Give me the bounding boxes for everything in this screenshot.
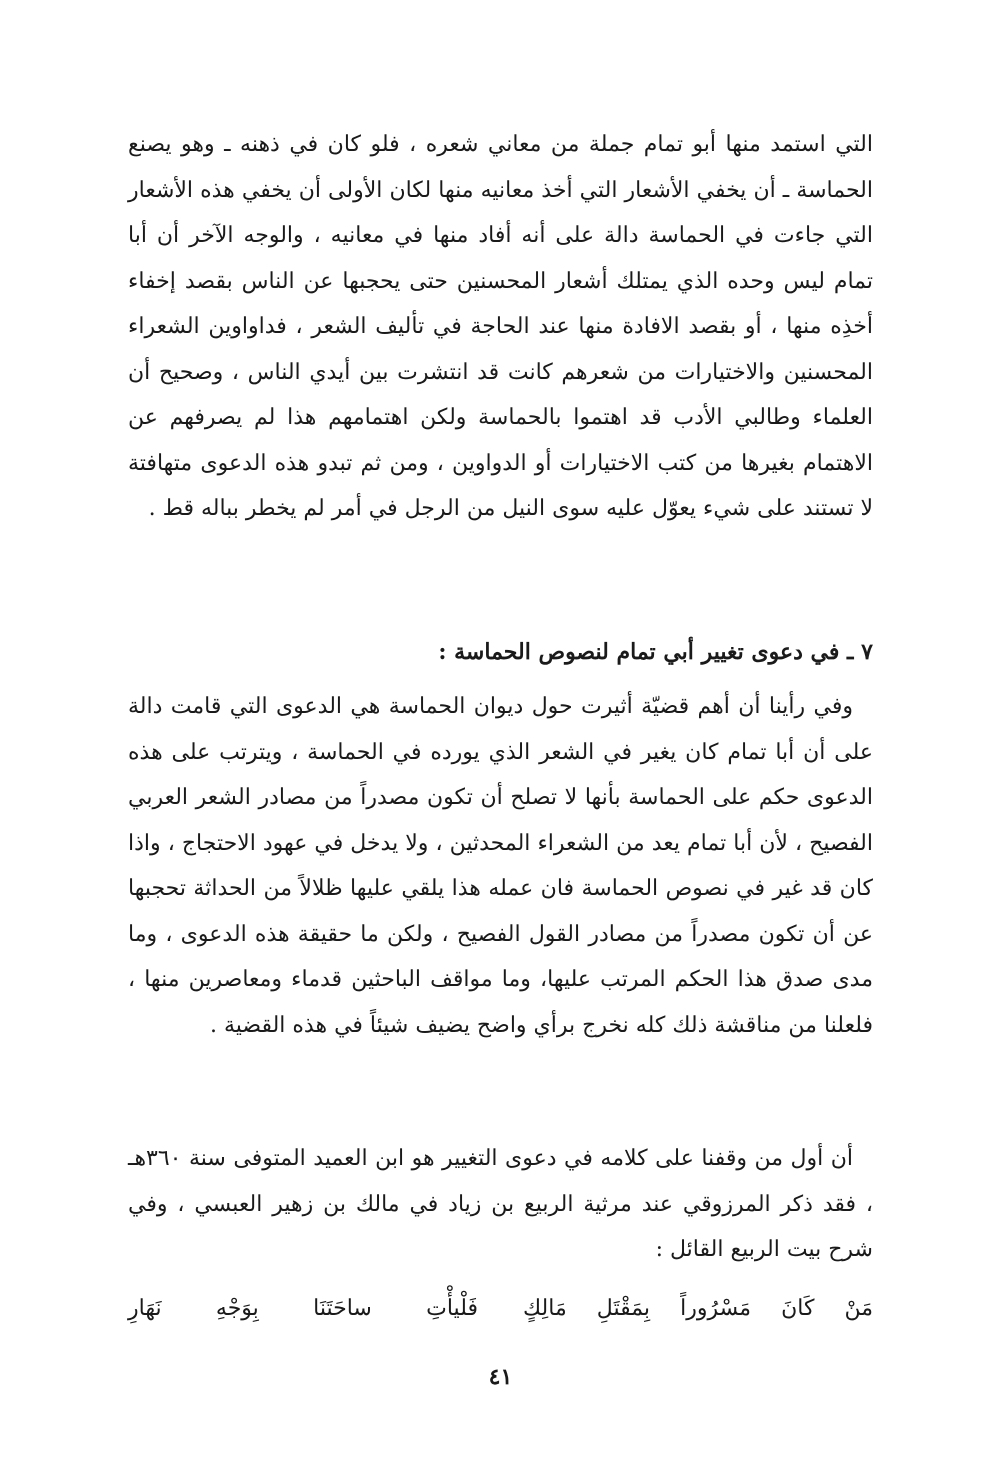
verse-word: بِوَجْهِ [215, 1296, 259, 1321]
verse-word: فَلْيأْتِ [426, 1296, 478, 1321]
verse-word: ساحَتَنَا [313, 1296, 372, 1321]
poetry-verse [128, 1286, 873, 1332]
verse-word: كَانَ [781, 1296, 815, 1321]
paragraph-3 [128, 1136, 873, 1273]
paragraph-2-text: وفي رأينا أن أهم قضيّة أثيرت حول ديوان الحماسة هي الدعوى التي قامت دالة على أن أبا تمام كان يغير في الشعر الذي يورده في الحماسة ، ويترتب على هذه الدعوى حكم على الحماسة بأنها لا تصلح أن تكون مصدراً من مصادر الشعر العربي الفصيح ، لأن أبا تمام يعد من الشعراء المحدثين ، ولا يدخل في عهود الاحتجاج ، واذا كان قد غير في نصوص الحماسة فان عمله هذا يلقي عليها ظلالاً من الحداثة تحجبها عن أن تكون مصدراً من مصادر القول الفصيح ، ولكن ما حقيقة هذه الدعوى ، وما مدى صدق هذا الحكم المرتب عليها، وما مواقف الباحثين قدماء ومعاصرين منها ، فلعلنا من مناقشة ذلك كله نخرج برأي واضح يضيف شيئاً في هذه القضية . [128, 694, 873, 1038]
paragraph-2 [128, 684, 873, 1048]
verse-first-hemistich [523, 1286, 873, 1332]
page-number: ٤١ [488, 1364, 513, 1390]
paragraph-1 [128, 122, 873, 532]
verse-word: نَهَارِ [128, 1296, 162, 1321]
verse-word: مَسْرُوراً [680, 1296, 752, 1321]
paragraph-1-text: التي استمد منها أبو تمام جملة من معاني شعره ، فلو كان في ذهنه ـ وهو يصنع الحماسة ـ أن يخفي الأشعار التي أخذ معانيه منها لكان الأولى أن يخفي هذه الأشعار التي جاءت في الحماسة دالة على أنه أفاد منها في معانيه ، والوجه الآخر أن أبا تمام ليس وحده الذي يمتلك أشعار المحسنين حتى يحجبها عن الناس بقصد إخفاء أخذِه منها ، أو بقصد الافادة منها عند الحاجة في تأليف الشعر ، فداواوين الشعراء المحسنين والاختيارات من شعرهم كانت قد انتشرت بين أيدي الناس ، وصحيح أن العلماء وطالبي الأدب قد اهتموا بالحماسة ولكن اهتمامهم هذا لم يصرفهم عن الاهتمام بغيرها من كتب الاختيارات أو الدواوين ، ومن ثم تبدو هذه الدعوى متهافتة لا تستند على شيء يعوّل عليه سوى النيل من الرجل في أمر لم يخطر بباله قط . [128, 132, 874, 521]
verse-word: مَالِكٍ [523, 1296, 567, 1321]
verse-word: بِمَقْتَلِ [596, 1296, 651, 1321]
paragraph-3-text: أن أول من وقفنا على كلامه في دعوى التغيير هو ابن العميد المتوفى سنة ٣٦٠هـ ، فقد ذكر المرزوقي عند مرثية الربيع بن زياد في مالك بن زهير العبسي ، وفي شرح بيت الربيع القائل : [128, 1146, 873, 1262]
verse-word: مَنْ [844, 1296, 873, 1321]
section-heading: ٧ ـ في دعوى تغيير أبي تمام لنصوص الحماسة : [438, 639, 873, 665]
verse-second-hemistich [128, 1286, 478, 1332]
